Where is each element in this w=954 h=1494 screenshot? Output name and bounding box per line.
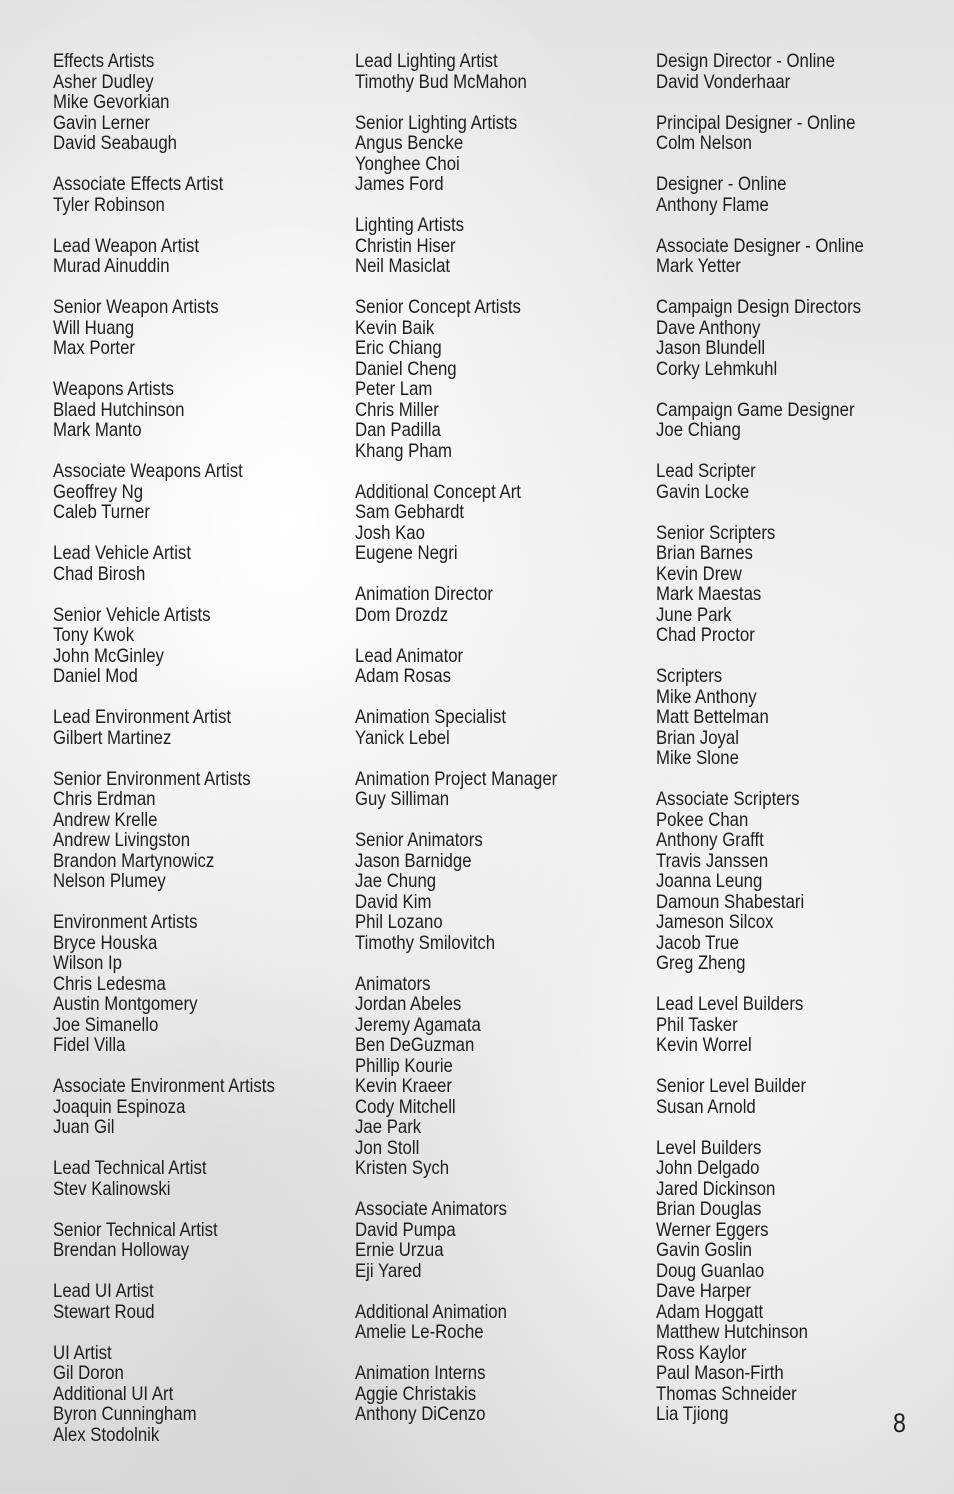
credit-name: David Seabaugh: [53, 132, 178, 154]
credit-group: [656, 1138, 954, 1425]
credit-name: Anthony Flame: [656, 193, 769, 216]
credits-column-1: [53, 51, 353, 1466]
credit-name: Andrew Livingston: [53, 829, 191, 851]
credit-role-title: Lead Level Builders: [656, 993, 804, 1015]
credit-name: Thomas Schneider: [656, 1382, 797, 1405]
credit-group: [656, 400, 954, 441]
credit-role-title: Animators: [355, 972, 431, 995]
credit-name: Joe Chiang: [656, 419, 741, 441]
credit-name: Matt Bettelman: [656, 706, 769, 728]
credit-group: [53, 51, 353, 154]
credit-name: James Ford: [355, 173, 444, 195]
credit-name: Yanick Lebel: [355, 726, 450, 749]
credit-group: [53, 707, 353, 748]
credit-name: Phillip Kourie: [355, 1054, 453, 1077]
credit-group: [656, 236, 954, 277]
credit-name: Max Porter: [53, 337, 136, 359]
credit-name: Dan Padilla: [355, 419, 441, 441]
credit-name: Will Huang: [53, 316, 135, 339]
credit-role-title: Senior Vehicle Artists: [53, 603, 211, 626]
credit-name: Kristen Sych: [355, 1157, 450, 1179]
credit-group: [355, 646, 655, 687]
credit-name: Brian Barnes: [656, 542, 753, 564]
credit-name: Gilbert Martinez: [53, 726, 172, 749]
credit-name: Murad Ainuddin: [53, 255, 170, 277]
credit-role-title: Additional Concept Art: [355, 480, 521, 503]
credit-name: Damoun Shabestari: [656, 890, 805, 913]
credit-name: Phil Lozano: [355, 911, 443, 933]
credit-group: [656, 174, 954, 215]
credit-role-title: Lead Environment Artist: [53, 706, 232, 728]
credit-name: Tony Kwok: [53, 624, 135, 646]
credit-role-title: Level Builders: [656, 1136, 762, 1159]
credit-group: [355, 215, 655, 277]
credit-name: Colm Nelson: [656, 132, 752, 154]
credit-name: Dave Harper: [656, 1280, 752, 1302]
credit-name: Geoffrey Ng: [53, 480, 144, 503]
credit-name: Austin Montgomery: [53, 993, 198, 1015]
credit-role-title: Animation Director: [355, 583, 493, 605]
credit-name: Corky Lehmkuhl: [656, 357, 778, 380]
credit-role-title: Additional Animation: [355, 1300, 507, 1323]
credit-name: Adam Hoggatt: [656, 1300, 764, 1323]
credit-name: Juan Gil: [53, 1116, 115, 1138]
credit-name: Joaquin Espinoza: [53, 1095, 186, 1118]
credit-group: [355, 1199, 655, 1281]
credit-name: Jameson Silcox: [656, 911, 774, 933]
credit-name: Nelson Plumey: [53, 870, 166, 892]
credit-group: [53, 605, 353, 687]
credit-name: Pokee Chan: [656, 808, 749, 831]
credit-role-title: Animation Specialist: [355, 706, 507, 728]
credit-group: [656, 1076, 954, 1117]
credit-name: Alex Stodolnik: [53, 1423, 160, 1446]
credit-name: Sam Gebhardt: [355, 501, 465, 523]
credit-group: [656, 789, 954, 974]
credit-name: Mark Yetter: [656, 255, 741, 277]
credit-role-title: Principal Designer - Online: [656, 111, 856, 134]
credit-group: [53, 297, 353, 359]
credit-name: Dom Drozdz: [355, 603, 449, 626]
credit-name: Matthew Hutchinson: [656, 1321, 808, 1343]
credit-name: Anthony Grafft: [656, 829, 764, 851]
credit-name: Daniel Cheng: [355, 357, 457, 380]
credit-role-title: Associate Weapons Artist: [53, 460, 243, 482]
credit-group: [656, 113, 954, 154]
credit-role-title: Animation Project Manager: [355, 767, 558, 790]
credit-name: Jae Park: [355, 1116, 422, 1138]
credit-group: [656, 461, 954, 502]
credit-role-title: Associate Designer - Online: [656, 234, 864, 257]
credit-name: Timothy Bud McMahon: [355, 70, 527, 93]
credit-name: Joe Simanello: [53, 1013, 159, 1036]
credit-group: [355, 297, 655, 461]
credit-group: [53, 543, 353, 584]
credit-role-title: Senior Weapon Artists: [53, 296, 219, 318]
credit-group: [355, 1363, 655, 1425]
credit-group: [656, 523, 954, 646]
credit-name: Greg Zheng: [656, 952, 746, 974]
credit-role-title: Campaign Game Designer: [656, 398, 855, 421]
credit-role-title: Senior Level Builder: [656, 1075, 807, 1097]
credit-group: [53, 1281, 353, 1322]
credit-name: Mike Slone: [656, 747, 739, 769]
credit-group: [53, 769, 353, 892]
credit-name: Jeremy Agamata: [355, 1013, 481, 1036]
credit-name: Yonghee Choi: [355, 152, 460, 175]
credit-name: David Vonderhaar: [656, 70, 791, 93]
credit-role-title: Lighting Artists: [355, 214, 465, 236]
credit-name: Brendan Holloway: [53, 1239, 190, 1261]
credit-role-title: Senior Concept Artists: [355, 296, 521, 318]
credit-name: Fidel Villa: [53, 1034, 126, 1056]
credit-name: Peter Lam: [355, 378, 433, 400]
credit-name: Jared Dickinson: [656, 1177, 776, 1200]
credit-name: Dave Anthony: [656, 316, 761, 339]
credit-name: Guy Silliman: [355, 788, 450, 810]
credit-name: Kevin Kraeer: [355, 1075, 452, 1097]
credit-name: Jacob True: [656, 931, 739, 954]
credit-name: Chris Erdman: [53, 788, 156, 810]
credit-role-title: Associate Scripters: [656, 788, 800, 810]
credit-group: [53, 1076, 353, 1138]
credit-group: [53, 1343, 353, 1446]
credit-role-title: Associate Effects Artist: [53, 173, 224, 195]
credit-name: Byron Cunningham: [53, 1403, 197, 1425]
credit-name: Susan Arnold: [656, 1095, 756, 1118]
credit-name: Caleb Turner: [53, 501, 150, 523]
credit-name: Eric Chiang: [355, 337, 442, 359]
credit-group: [355, 830, 655, 953]
credit-name: Adam Rosas: [355, 665, 452, 687]
credit-name: David Pumpa: [355, 1218, 456, 1241]
credit-name: Tyler Robinson: [53, 193, 165, 216]
credit-name: Anthony DiCenzo: [355, 1403, 486, 1425]
credit-name: Jason Barnidge: [355, 849, 472, 872]
credit-group: [656, 51, 954, 92]
credit-name: Mark Manto: [53, 419, 142, 441]
credit-name: Additional UI Art: [53, 1382, 174, 1405]
credit-name: Asher Dudley: [53, 70, 154, 93]
credit-role-title: Campaign Design Directors: [656, 296, 862, 318]
credit-name: Ben DeGuzman: [355, 1034, 475, 1056]
credit-name: John McGinley: [53, 644, 164, 667]
credit-group: [355, 769, 655, 810]
credit-role-title: Associate Animators: [355, 1198, 507, 1220]
credit-name: Brian Douglas: [656, 1198, 762, 1220]
credit-name: Wilson Ip: [53, 952, 122, 974]
credit-name: June Park: [656, 603, 732, 626]
credit-name: Mike Anthony: [656, 685, 757, 708]
credit-name: Jae Chung: [355, 870, 437, 892]
credit-name: Gil Doron: [53, 1362, 124, 1384]
credit-name: John Delgado: [656, 1157, 760, 1179]
credit-role-title: Senior Animators: [355, 829, 483, 851]
credit-name: Josh Kao: [355, 521, 425, 544]
credit-name: Doug Guanlao: [656, 1259, 765, 1282]
credit-name: Chris Ledesma: [53, 972, 166, 995]
credit-name: Blaed Hutchinson: [53, 398, 185, 421]
credit-role-title: Effects Artists: [53, 50, 155, 72]
credit-group: [656, 297, 954, 379]
credit-name: Kevin Drew: [656, 562, 742, 585]
credit-name: Werner Eggers: [656, 1218, 769, 1241]
credit-group: [355, 113, 655, 195]
credit-name: Phil Tasker: [656, 1013, 738, 1036]
credit-role-title: Senior Lighting Artists: [355, 111, 518, 134]
credit-name: Paul Mason-Firth: [656, 1362, 784, 1384]
credit-name: Chad Birosh: [53, 562, 146, 585]
credit-role-title: Scripters: [656, 665, 723, 687]
credit-group: [53, 1158, 353, 1199]
credit-role-title: Lead Weapon Artist: [53, 234, 200, 257]
credit-group: [355, 974, 655, 1179]
credit-group: [53, 379, 353, 441]
credit-group: [53, 912, 353, 1056]
page-number: 8: [893, 1408, 906, 1438]
credit-name: Brian Joyal: [656, 726, 739, 749]
credit-role-title: Environment Artists: [53, 911, 198, 933]
credit-name: Kevin Worrel: [656, 1034, 752, 1056]
credit-name: Stewart Roud: [53, 1300, 155, 1323]
credit-role-title: Designer - Online: [656, 173, 787, 195]
credit-name: Eugene Negri: [355, 542, 458, 564]
credit-name: Bryce Houska: [53, 931, 158, 954]
credit-name: Ross Kaylor: [656, 1341, 747, 1364]
credit-role-title: Lead Animator: [355, 644, 464, 667]
credit-role-title: Lead Scripter: [656, 460, 756, 482]
credit-group: [355, 482, 655, 564]
credit-name: Gavin Goslin: [656, 1239, 753, 1261]
credit-role-title: Lead Vehicle Artist: [53, 542, 191, 564]
credit-group: [656, 994, 954, 1056]
credit-role-title: Animation Interns: [355, 1362, 486, 1384]
credit-group: [53, 1220, 353, 1261]
credit-group: [53, 461, 353, 523]
credit-name: Angus Bencke: [355, 132, 464, 154]
credit-name: Daniel Mod: [53, 665, 138, 687]
credit-name: Brandon Martynowicz: [53, 849, 215, 872]
credit-name: Aggie Christakis: [355, 1382, 477, 1405]
credit-name: Travis Janssen: [656, 849, 769, 872]
credit-name: Lia Tjiong: [656, 1403, 729, 1425]
credit-name: Joanna Leung: [656, 870, 763, 892]
credit-name: Gavin Locke: [656, 480, 750, 503]
credit-role-title: Senior Technical Artist: [53, 1218, 218, 1241]
credit-name: Khang Pham: [355, 439, 452, 462]
credit-name: Stev Kalinowski: [53, 1177, 171, 1200]
credit-role-title: Senior Environment Artists: [53, 767, 251, 790]
credit-role-title: Senior Scripters: [656, 521, 776, 544]
credit-name: Neil Masiclat: [355, 255, 451, 277]
credit-name: Jordan Abeles: [355, 993, 462, 1015]
credit-group: [656, 666, 954, 769]
credit-name: Timothy Smilovitch: [355, 931, 496, 954]
credit-name: Mark Maestas: [656, 583, 762, 605]
credit-name: Ernie Urzua: [355, 1239, 444, 1261]
credit-role-title: Lead UI Artist: [53, 1280, 154, 1302]
credit-name: Jon Stoll: [355, 1136, 420, 1159]
credit-group: [355, 51, 655, 92]
credit-name: Eji Yared: [355, 1259, 422, 1282]
credit-name: Chris Miller: [355, 398, 439, 421]
credit-group: [355, 584, 655, 625]
credit-name: Gavin Lerner: [53, 111, 150, 134]
credit-name: Jason Blundell: [656, 337, 766, 359]
credit-role-title: Lead Lighting Artist: [355, 50, 498, 72]
credit-name: Kevin Baik: [355, 316, 435, 339]
credit-name: Mike Gevorkian: [53, 91, 170, 113]
credit-name: Christin Hiser: [355, 234, 456, 257]
credit-group: [53, 236, 353, 277]
credit-role-title: Weapons Artists: [53, 378, 174, 400]
credit-role-title: Lead Technical Artist: [53, 1157, 207, 1179]
credits-column-2: [355, 51, 655, 1445]
credit-role-title: Design Director - Online: [656, 50, 835, 72]
credit-name: Amelie Le-Roche: [355, 1321, 484, 1343]
credit-role-title: Associate Environment Artists: [53, 1075, 275, 1097]
credit-name: Chad Proctor: [656, 624, 755, 646]
credit-group: [355, 707, 655, 748]
credits-column-3: [656, 51, 954, 1445]
credit-group: [355, 1302, 655, 1343]
credit-group: [53, 174, 353, 215]
credit-role-title: UI Artist: [53, 1341, 112, 1364]
credit-name: Cody Mitchell: [355, 1095, 456, 1118]
credit-name: Andrew Krelle: [53, 808, 158, 831]
credit-name: David Kim: [355, 890, 432, 913]
